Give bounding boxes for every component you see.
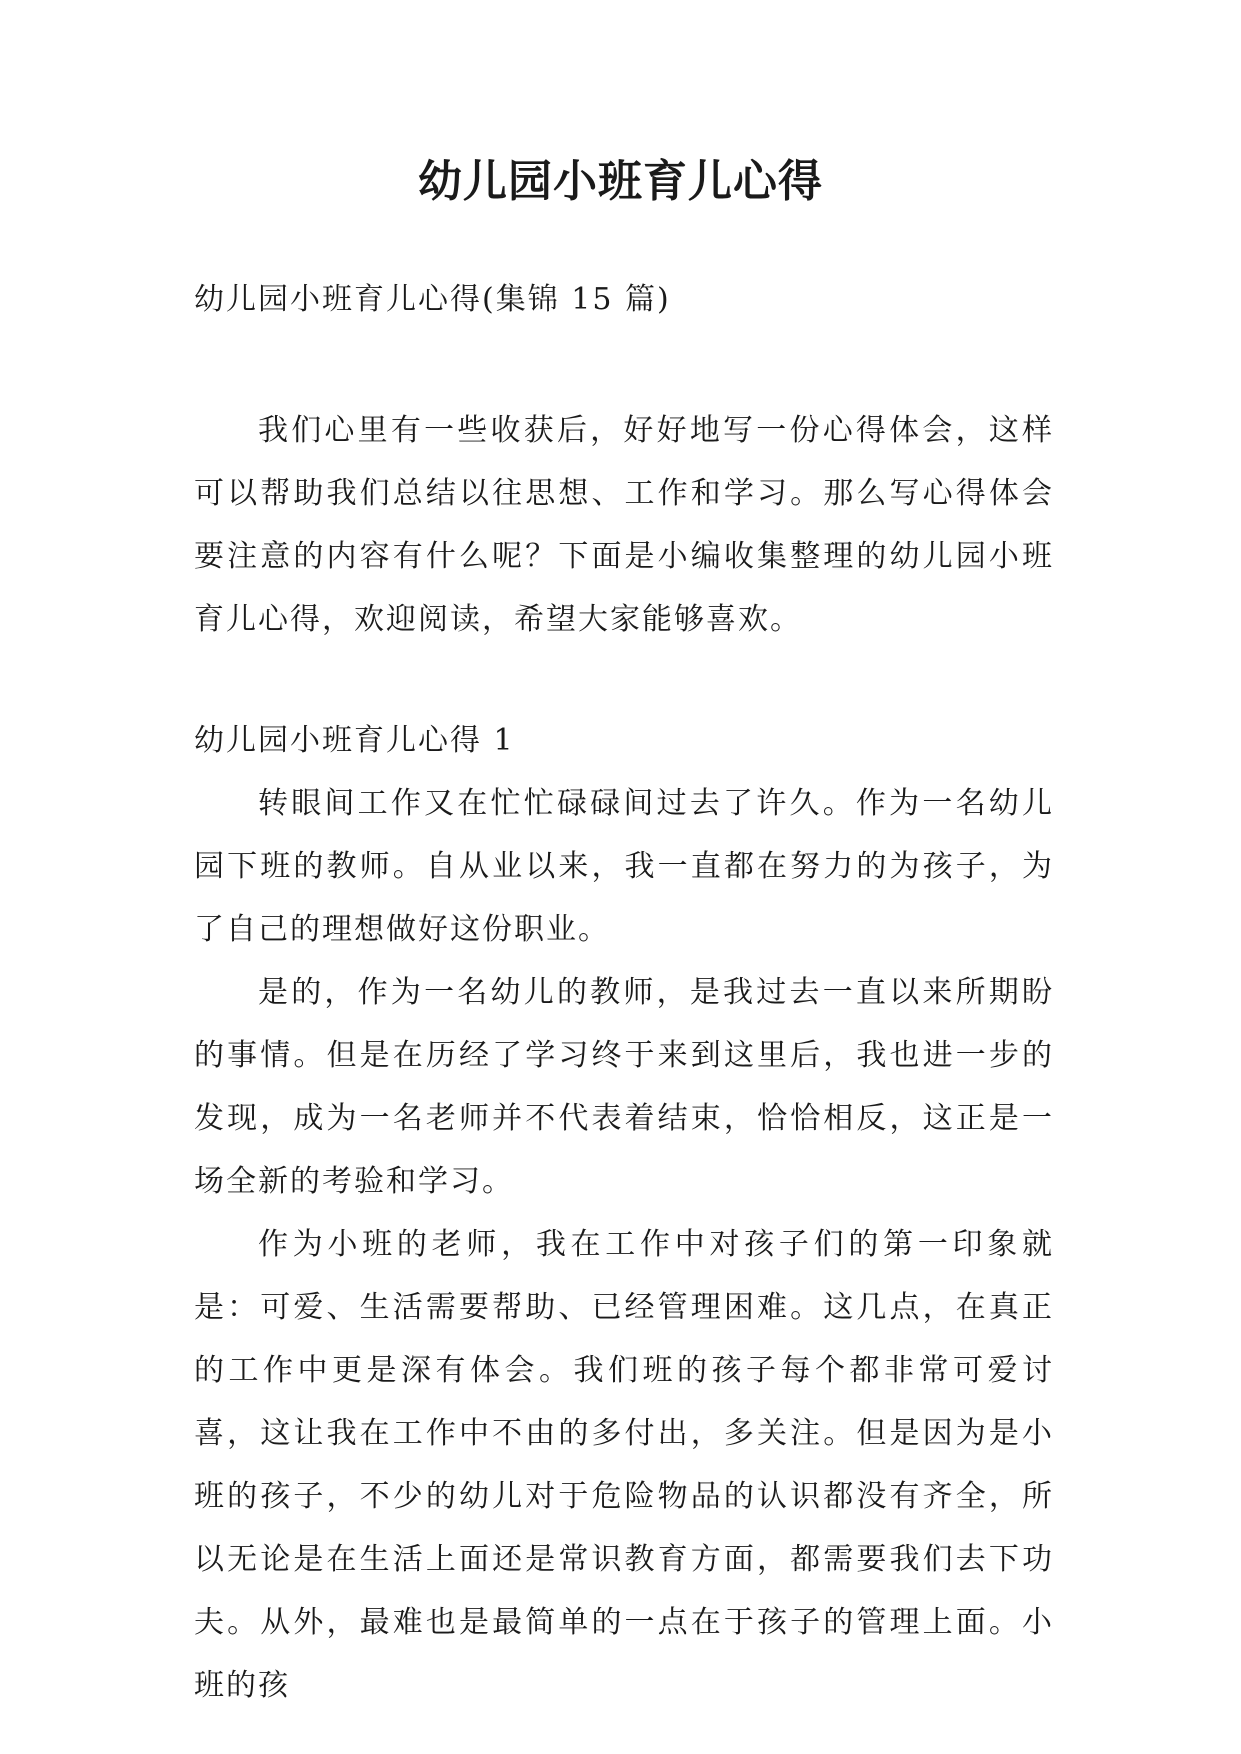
- section-heading: 幼儿园小班育儿心得 1: [194, 723, 515, 758]
- body-paragraph: 是的，作为一名幼儿的教师，是我过去一直以来所期盼的事情。但是在历经了学习终于来到这里后，我也进一步的发现，成为一名老师并不代表着结束，恰恰相反，这正是一场全新的考验和学习。: [194, 975, 1054, 1199]
- document-subtitle: 幼儿园小班育儿心得(集锦 15 篇): [194, 282, 671, 317]
- document-body: [194, 268, 1054, 1717]
- document-title: 幼儿园小班育儿心得: [418, 156, 823, 207]
- body-paragraph: 作为小班的老师，我在工作中对孩子们的第一印象就是：可爱、生活需要帮助、已经管理困难。这几点，在真正的工作中更是深有体会。我们班的孩子每个都非常可爱讨喜，这让我在工作中不由的多付出，多关注。但是因为是小班的孩子，不少的幼儿对于危险物品的认识都没有齐全，所以无论是在生活上面还是常识教育方面，都需要我们去下功夫。从外，最难也是最简单的一点在于孩子的管理上面。小班的孩: [194, 1227, 1054, 1703]
- intro-paragraph: 我们心里有一些收获后，好好地写一份心得体会，这样可以帮助我们总结以往思想、工作和学习。那么写心得体会要注意的内容有什么呢？下面是小编收集整理的幼儿园小班育儿心得，欢迎阅读，希望大家能够喜欢。: [194, 413, 1054, 637]
- body-paragraph: 转眼间工作又在忙忙碌碌间过去了许久。作为一名幼儿园下班的教师。自从业以来，我一直都在努力的为孩子，为了自己的理想做好这份职业。: [194, 786, 1054, 947]
